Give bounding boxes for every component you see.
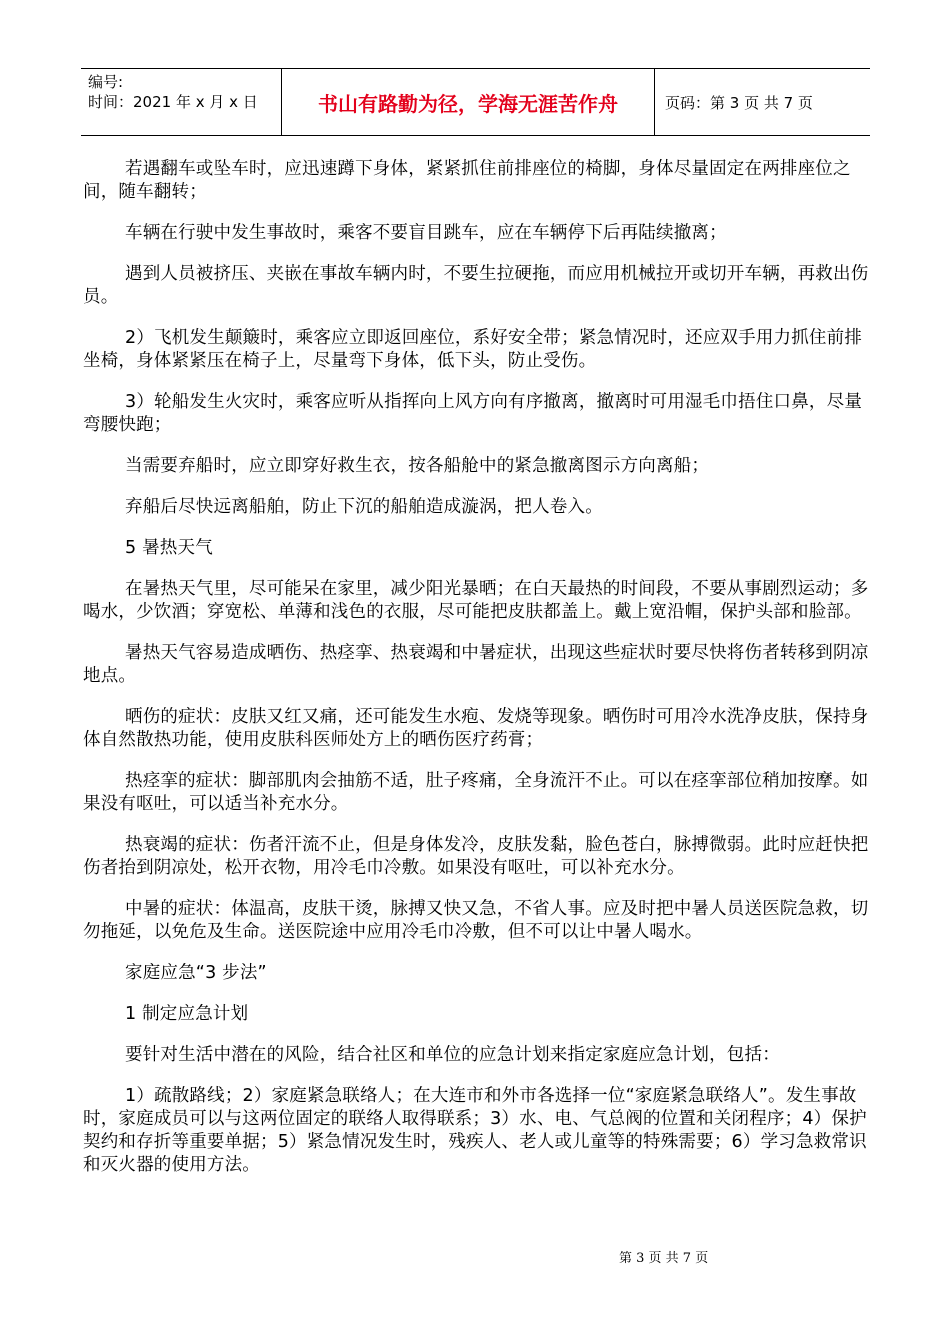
- paragraph: 在暑热天气里，尽可能呆在家里，减少阳光暴晒；在白天最热的时间段，不要从事剧烈运动；多喝水，少饮酒；穿宽松、单薄和浅色的衣服，尽可能把皮肤都盖上。戴上宽沿帽，保护头部和脸部。: [83, 579, 869, 622]
- paragraph: 晒伤的症状：皮肤又红又痛，还可能发生水疱、发烧等现象。晒伤时可用冷水洗净皮肤，保持身体自然散热功能，使用皮肤科医师处方上的晒伤医疗药膏；: [83, 707, 869, 750]
- footer-page-number: 第 3 页 共 7 页: [619, 1251, 709, 1266]
- page-header: [81, 68, 870, 136]
- number-label: 编号:: [88, 73, 124, 91]
- paragraph: 3）轮船发生火灾时，乘客应听从指挥向上风方向有序撤离，撤离时可用湿毛巾捂住口鼻，尽量弯腰快跑；: [83, 392, 863, 435]
- time-label: 时间：2021 年 x 月 x 日: [88, 93, 258, 111]
- section-heading: 1 制定应急计划: [125, 1004, 249, 1024]
- paragraph: 中暑的症状：体温高，皮肤干烫，脉搏又快又急，不省人事。应及时把中暑人员送医院急救，切勿拖延，以免危及生命。送医院途中应用冷毛巾冷敷，但不可以让中暑人喝水。: [83, 899, 869, 942]
- header-meta: [81, 69, 282, 135]
- header-page-label: 页码：第 3 页 共 7 页: [665, 93, 813, 112]
- document-body: [83, 158, 873, 1195]
- section-heading: 5 暑热天气: [125, 538, 213, 558]
- paragraph: 遇到人员被挤压、夹嵌在事故车辆内时，不要生拉硬拖，而应用机械拉开或切开车辆，再救出伤员。: [83, 264, 869, 307]
- paragraph: 当需要弃船时，应立即穿好救生衣，按各船舱中的紧急撤离图示方向离船；: [125, 456, 710, 476]
- header-motto: 书山有路勤为径，学海无涯苦作舟: [282, 69, 655, 135]
- section-heading: 家庭应急“3 步法”: [125, 963, 267, 983]
- paragraph: 弃船后尽快远离船舶，防止下沉的船舶造成漩涡，把人卷入。: [125, 497, 603, 517]
- paragraph: 1）疏散路线；2）家庭紧急联络人；在大连市和外市各选择一位“家庭紧急联络人”。发生事故时，家庭成员可以与这两位固定的联络人取得联系；3）水、电、气总阀的位置和关闭程序；4）保护契约和存折等重要单据；5）紧急情况发生时，残疾人、老人或儿童等的特殊需要；6）学习急救常识和灭火器的使用方法。: [83, 1086, 867, 1175]
- paragraph: 2）飞机发生颠簸时，乘客应立即返回座位，系好安全带；紧急情况时，还应双手用力抓住前排坐椅，身体紧紧压在椅子上，尽量弯下身体，低下头，防止受伤。: [83, 328, 863, 371]
- paragraph: 车辆在行驶中发生事故时，乘客不要盲目跳车，应在车辆停下后再陆续撤离；: [125, 223, 727, 243]
- paragraph: 热痉挛的症状：脚部肌肉会抽筋不适，肚子疼痛，全身流汗不止。可以在痉挛部位稍加按摩。如果没有呕吐，可以适当补充水分。: [83, 771, 869, 814]
- paragraph: 热衰竭的症状：伤者汗流不止，但是身体发冷，皮肤发黏，脸色苍白，脉搏微弱。此时应赶快把伤者抬到阴凉处，松开衣物，用冷毛巾冷敷。如果没有呕吐，可以补充水分。: [83, 835, 869, 878]
- paragraph: 要针对生活中潜在的风险，结合社区和单位的应急计划来指定家庭应急计划，包括：: [125, 1045, 780, 1065]
- paragraph: 暑热天气容易造成晒伤、热痉挛、热衰竭和中暑症状，出现这些症状时要尽快将伤者转移到阴凉地点。: [83, 643, 869, 686]
- paragraph: 若遇翻车或坠车时，应迅速蹲下身体，紧紧抓住前排座位的椅脚，身体尽量固定在两排座位之间，随车翻转；: [83, 159, 851, 202]
